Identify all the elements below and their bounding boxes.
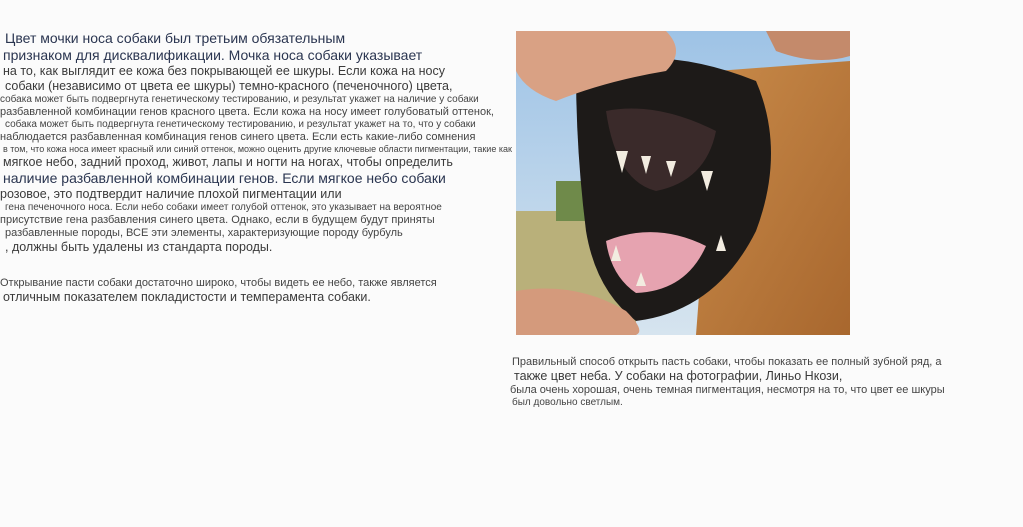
article-text-line: мягкое небо, задний проход, живот, лапы и ногти на ногах, чтобы определить	[3, 154, 453, 169]
article-text-line: признаком для дисквалификации. Мочка носа собаки указывает	[3, 46, 423, 63]
closing-text-line: отличным показателем покладистости и темперамента собаки.	[3, 290, 371, 305]
caption-text-line: Правильный способ открыть пасть собаки, чтобы показать ее полный зубной ряд, а	[512, 356, 942, 368]
article-body	[0, 30, 512, 305]
article-text-line: , должны быть удалены из стандарта породы.	[5, 239, 273, 254]
article-text-line: разбавленной комбинации генов красного цвета. Если кожа на носу имеет голубоватый оттенок,	[0, 105, 494, 118]
article-text-line: собака может быть подвергнута генетическому тестированию, и результат укажет на наличие у собаки	[0, 93, 479, 105]
caption-lines	[508, 356, 1008, 409]
photo-caption	[508, 356, 1008, 409]
caption-text-line: также цвет неба. У собаки на фотографии, Линьо Нкози,	[514, 369, 843, 384]
article-text-line: разбавленные породы, ВСЕ эти элементы, характеризующие породу бурбуль	[5, 226, 403, 239]
caption-text-line: была очень хорошая, очень темная пигментация, несмотря на то, что цвет ее шкуры	[510, 384, 945, 397]
article-closing-paragraph	[0, 277, 500, 305]
dog-mouth-illustration	[516, 31, 850, 335]
article-text-line: наличие разбавленной комбинации генов. Если мягкое небо собаки	[3, 169, 446, 186]
article-text-line: собака может быть подвергнута генетическому тестированию, и результат укажет на то, что у собаки	[5, 118, 476, 130]
article-paragraph	[0, 30, 512, 255]
article-text-line: гена печеночного носа. Если небо собаки имеет голубой оттенок, это указывает на вероятное	[5, 201, 442, 213]
dog-mouth-photo	[516, 31, 850, 335]
caption-text-line: был довольно светлым.	[512, 397, 623, 409]
article-text-line: присутствие гена разбавления синего цвета. Однако, если в будущем будут приняты	[0, 213, 435, 226]
article-text-line: на то, как выглядит ее кожа без покрывающей ее шкуры. Если кожа на носу	[3, 63, 445, 78]
article-text-line: наблюдается разбавленная комбинация генов синего цвета. Если есть какие-либо сомнения	[0, 130, 476, 143]
article-text-line: Цвет мочки носа собаки был третьим обязательным	[5, 30, 346, 46]
article-text-line: собаки (независимо от цвета ее шкуры) темно-красного (печеночного) цвета,	[5, 78, 453, 93]
closing-text-line: Открывание пасти собаки достаточно широко, чтобы видеть ее небо, также является	[0, 276, 437, 289]
article-text-line: в том, что кожа носа имеет красный или синий оттенок, можно оценить другие ключевые области пигментации, такие как	[3, 143, 512, 154]
article-text-line: розовое, это подтвердит наличие плохой пигментации или	[0, 186, 342, 201]
paragraph-gap	[0, 255, 500, 277]
